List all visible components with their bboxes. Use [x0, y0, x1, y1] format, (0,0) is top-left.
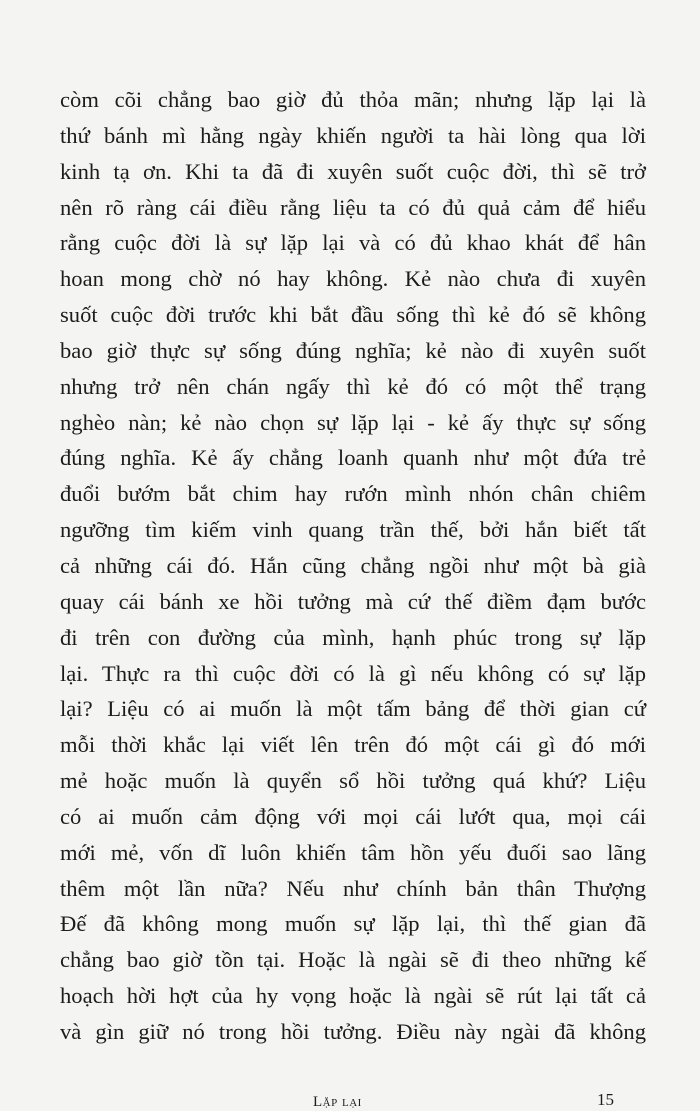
text-line: nghèo nàn; kẻ nào chọn sự lặp lại - kẻ ấy thực sự sống: [60, 409, 646, 435]
text-line: nhưng trở nên chán ngấy thì kẻ đó có một thể trạng: [60, 373, 646, 399]
text-line: Đế đã không mong muốn sự lặp lại, thì thế gian đã: [60, 911, 646, 937]
text-line: suốt cuộc đời trước khi bắt đầu sống thì kẻ đó sẽ không: [60, 302, 646, 328]
text-line: kinh tạ ơn. Khi ta đã đi xuyên suốt cuộc đời, thì sẽ trở: [60, 158, 646, 184]
text-line: bao giờ thực sự sống đúng nghĩa; kẻ nào đi xuyên suốt: [60, 337, 646, 363]
text-line: đúng nghĩa. Kẻ ấy chẳng loanh quanh như một đứa trẻ: [60, 445, 646, 471]
text-line: đi trên con đường của mình, hạnh phúc trong sự lặp: [60, 624, 646, 650]
running-footer-title: Lặp lại: [313, 1094, 362, 1110]
text-line: mỗi thời khắc lại viết lên trên đó một cái gì đó mới: [60, 732, 646, 758]
text-line: mới mẻ, vốn dĩ luôn khiến tâm hồn yếu đuối sao lãng: [60, 839, 646, 865]
text-line: mẻ hoặc muốn là quyển sổ hồi tưởng quá khứ? Liệu: [60, 768, 646, 794]
text-line: ngưỡng tìm kiếm vinh quang trần thế, bởi hắn biết tất: [60, 517, 646, 543]
text-line: còm cõi chẳng bao giờ đủ thỏa mãn; nhưng lặp lại là: [60, 87, 646, 112]
text-line: lại. Thực ra thì cuộc đời có là gì nếu không có sự lặp: [60, 660, 646, 686]
body-text: [60, 82, 646, 1050]
text-line: chẳng bao giờ tồn tại. Hoặc là ngài sẽ đi theo những kế: [60, 947, 646, 973]
text-line: hoan mong chờ nó hay không. Kẻ nào chưa đi xuyên: [60, 266, 646, 292]
text-line: có ai muốn cảm động với mọi cái lướt qua, mọi cái: [60, 803, 646, 829]
text-line: lại? Liệu có ai muốn là một tấm bảng để thời gian cứ: [60, 696, 646, 722]
text-line: thêm một lần nữa? Nếu như chính bản thân Thượng: [60, 875, 646, 901]
text-line: rằng cuộc đời là sự lặp lại và có đủ khao khát để hân: [60, 230, 646, 256]
text-line: thứ bánh mì hằng ngày khiến người ta hài lòng qua lời: [60, 122, 646, 148]
text-line: và gìn giữ nó trong hồi tưởng. Điều này ngài đã không: [60, 1018, 646, 1044]
text-line: đuổi bướm bắt chim hay rướn mình nhón chân chiêm: [60, 481, 646, 507]
text-line: nên rõ ràng cái điều rằng liệu ta có đủ quả cảm để hiểu: [60, 194, 646, 220]
text-line: hoạch hời hợt của hy vọng hoặc là ngài sẽ rút lại tất cả: [60, 983, 646, 1009]
page-number: 15: [597, 1090, 614, 1109]
text-line: cả những cái đó. Hắn cũng chẳng ngồi như một bà già: [60, 552, 646, 578]
text-line: quay cái bánh xe hồi tưởng mà cứ thế điềm đạm bước: [60, 588, 646, 614]
